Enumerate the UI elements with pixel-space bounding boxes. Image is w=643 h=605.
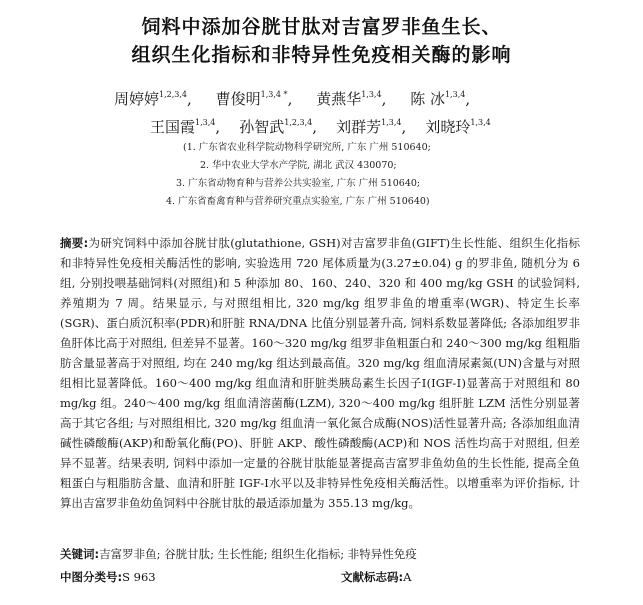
author-affiliation-marker: 1,2,3,4 (284, 118, 313, 127)
author-name: 刘群芳 (336, 118, 382, 136)
author-name: 曹俊明 (215, 90, 261, 108)
keywords (60, 546, 417, 562)
document-code (341, 569, 411, 585)
classification-value: S 963 (122, 570, 156, 584)
abstract (60, 233, 580, 513)
author-name: 黄燕华 (316, 90, 362, 108)
author-affiliation-marker: 1,3,4 (470, 118, 491, 127)
affiliation-4: 4. 广东省畜禽育种与营养研究重点实验室, 广东 广州 510640) (166, 196, 430, 207)
author-name: 周婷婷 (114, 90, 160, 108)
document-code-value: A (403, 570, 412, 584)
keywords-label: 关键词: (60, 547, 100, 561)
author-affiliation-marker: 1,3,4 (195, 118, 216, 127)
paper-title-line-2: 组织生化指标和非特异性免疫相关酶的影响 (131, 44, 512, 66)
affiliation-1: (1. 广东省农业科学院动物科学研究所, 广东 广州 510640; (183, 142, 431, 153)
author-affiliation-marker: 1,3,4 * (260, 90, 288, 99)
author-line-2: 王国霞$^{1,3,4}$, 孙智武$^{1,2,3,4}$, 刘群芳$^{1,3,4}$, 刘晓玲$^{1,3,4}$ (150, 118, 491, 136)
paper-title-line-1: 饲料中添加谷胱甘肽对吉富罗非鱼生长、 (141, 16, 502, 38)
abstract-label: 摘要: (60, 236, 89, 250)
author-affiliation-marker: 1,2,3,4 (159, 90, 188, 99)
keywords-text: 吉富罗非鱼; 谷胱甘肽; 生长性能; 组织生化指标; 非特异性免疫 (99, 547, 417, 561)
affiliation-2: 2. 华中农业大学水产学院, 湖北 武汉 430070; (200, 160, 397, 171)
document-code-label: 文献标志码: (341, 570, 404, 584)
author-affiliation-marker: 1,3,4 (444, 90, 466, 99)
classification-label: 中图分类号: (60, 570, 123, 584)
author-affiliation-marker: 1,3,4 (381, 118, 402, 127)
author-affiliation-marker: 1,3,4 (361, 90, 382, 99)
affiliation-3: 3. 广东省动物育种与营养公共实验室, 广东 广州 510640; (176, 178, 421, 189)
author-name: 孙智武 (239, 118, 285, 136)
author-name: 刘晓玲 (425, 118, 471, 136)
author-name: 陈 冰 (410, 90, 445, 108)
author-line-1: 周婷婷$^{1,2,3,4}$, 曹俊明$^{1,3,4 *}$, 黄燕华$^{1,3,4}$, 陈 冰$^{1,3,4}$, (114, 90, 471, 108)
abstract-text: 为研究饲料中添加谷胱甘肽(glutathione, GSH)对吉富罗非鱼(GIFT)生长性能、组织生化指标和非特异性免疫相关酶活性的影响, 实验选用 720 尾体质量为(3.27±0.04) g 的罗非鱼, 随机分为 6 组, 分别投喂基础饲料(对照组)和 5 种添加 80、160、240、320 和 400 mg/kg GSH 的试验饲料, 养殖期为 7 周。结果显示, 与对照组相比, 320 mg/kg 组罗非鱼的增重率(WGR)、特定生长率(SGR)、蛋白质沉积率(PDR)和肝脏 RNA/DNA 比值分别显著升高, 饲料系数显著降低; 各添加组罗非鱼肝体比高于对照组, 但差异不显著。160～320 mg/kg 组罗非鱼粗蛋白和 240～300 mg/kg 组粗脂肪含量显著高于对照组, 均在 240 mg/kg 组达到最高值。320 mg/kg 组血清尿素氮(UN)含量与对照组相比显著降低。160～400 mg/kg 组血清和肝脏类胰岛素生长因子Ⅰ(IGF-Ⅰ)显著高于对照组和 80 mg/kg 组。240～400 mg/kg 组血清溶菌酶(LZM), 320～400 mg/kg 组肝脏 LZM 活性分别显著高于其它各组; 与对照组相比, 320 mg/kg 组血清一氧化氮合成酶(NOS)活性显著升高; 各添加组血清碱性磷酸酶(AKP)和酚氧化酶(PO)、肝脏 AKP、酸性磷酸酶(ACP)和 NOS 活性均高于对照组, 但差异不显著。结果表明, 饲料中添加一定量的谷胱甘肽能显著提高吉富罗非鱼幼鱼的生长性能, 提高全鱼粗蛋白与粗脂肪含量、血清和肝脏 IGF-Ⅰ水平以及非特异性免疫相关酶活性。以增重率为评价指标, 计算出吉富罗非鱼幼鱼饲料中谷胱甘肽的最适添加量为 355.13 mg/kg。 (60, 236, 580, 510)
classification-number (60, 569, 156, 585)
author-name: 王国霞 (150, 118, 196, 136)
